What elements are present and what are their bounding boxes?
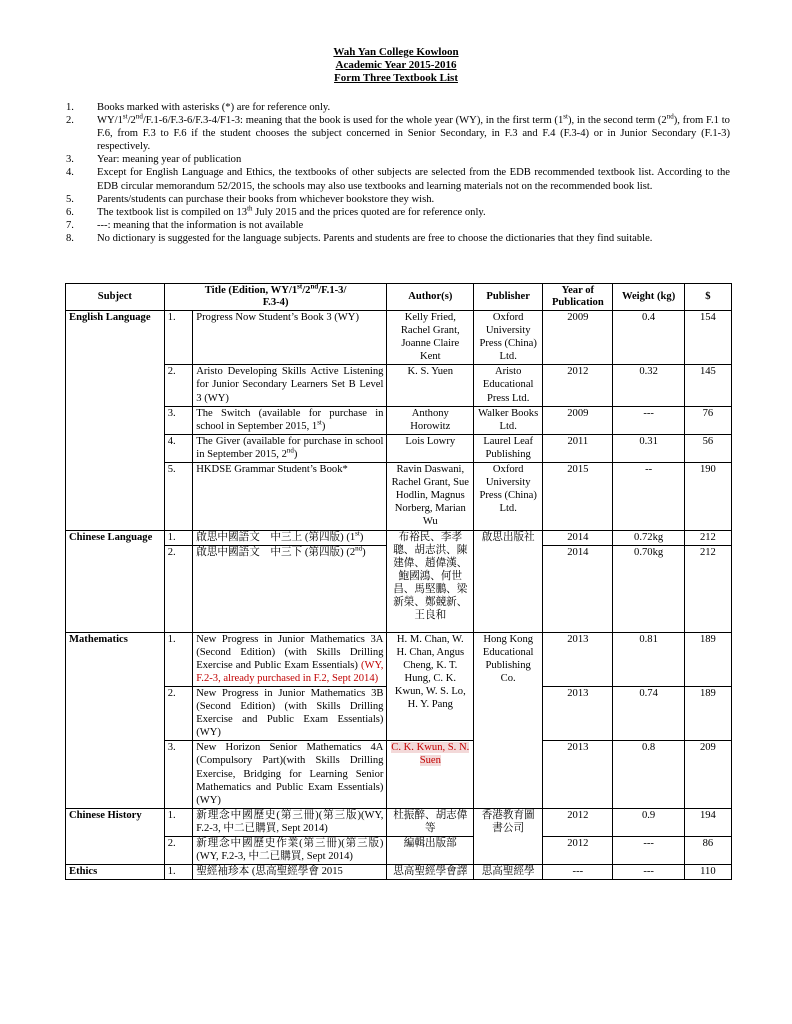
note-item: 8. No dictionary is suggested for the language subjects. Parents and students are free to choose the dictionaries that they find suitable.: [66, 232, 653, 244]
textbook-table: [65, 283, 732, 880]
weight-cell: --: [613, 463, 684, 530]
note-6-text: The textbook list is compiled on 13th July 2015 and the prices quoted are for reference only.: [97, 204, 486, 218]
note-item: 7. ---: meaning that the information is not available: [66, 219, 304, 231]
table-row: 2. 新理念中國歷史作業(第三冊)(第三版) (WY, F.2-3, 中二已購買, Sept 2014) 編輯出版部 2012 --- 86: [66, 837, 732, 865]
title-cell: 啟思中國語文 中三上 (第四版) (1st): [193, 530, 387, 545]
publisher-cell: Oxford University Press (China) Ltd.: [474, 463, 543, 530]
table-row: 2. Aristo Developing Skills Active Listening for Junior Secondary Learners Set B Level 3 (WY) K. S. Yuen Aristo Educational Press Ltd. 2012 0.32 145: [66, 365, 732, 406]
weight-cell: 0.9: [613, 808, 684, 836]
title-cell: The Switch (available for purchase in school in September 2015, 1st): [193, 406, 387, 434]
table-row: 3. New Horizon Senior Mathematics 4A (Compulsory Part)(with Skills Drilling Exercise, Bridging for Learning Senior Mathematics and Public Exam Essentials) (WY) C. K. Kwun, S. N. Suen 2013 0.8 209: [66, 741, 732, 808]
price-cell: 209: [684, 741, 731, 808]
publisher-cell: Laurel Leaf Publishing: [474, 434, 543, 462]
purchase-note: (WY, F.2-3, already purchased in F.2, Sept 2014): [196, 659, 384, 684]
author-cell: 杜振醉、胡志偉等: [387, 808, 474, 836]
title-cell: 新理念中國歷史(第三冊)(第三版)(WY, F.2-3, 中二已購買, Sept 2014): [193, 808, 387, 836]
author-cell: K. S. Yuen: [387, 365, 474, 406]
table-row: Chinese Language 1. 啟思中國語文 中三上 (第四版) (1st) 布裕民、李孝聰、胡志洪、陳建偉、趙偉漢、鮑國鴻、何世昌、馬堅鵬、梁新榮、鄭競新、王良和 啟思出版社 2014 0.72kg 212: [66, 530, 732, 545]
weight-cell: 0.72kg: [613, 530, 684, 545]
document-header: [0, 46, 792, 85]
price-cell: 76: [684, 406, 731, 434]
table-header-row: [66, 284, 732, 311]
price-cell: 212: [684, 530, 731, 545]
subject-cell: Chinese Language: [66, 530, 165, 632]
price-cell: 212: [684, 545, 731, 632]
weight-cell: 0.8: [613, 741, 684, 808]
note-2-text: WY/1st/2nd/F.1-6/F.3-6/F.3-4/F1-3: meaning that the book is used for the whole year (WY), in the first term (1st), in the second term (2nd), from F.1 to F.6, from F.3 to F.6 if the student chooses the subject concerned in Senior Secondary, in F.3 and F.4 (F.3-4) or in Junior Secondary (F.1-3) respectively.: [97, 112, 730, 153]
publisher-cell: Hong Kong Educational Publishing Co.: [474, 632, 543, 808]
note-item: 3. Year: meaning year of publication: [66, 154, 242, 166]
title-cell: 聖經袖珍本 (思高聖經學會 2015: [193, 865, 387, 880]
subject-cell: English Language: [66, 311, 165, 531]
title-cell: 新理念中國歷史作業(第三冊)(第三版) (WY, F.2-3, 中二已購買, Sept 2014): [193, 837, 387, 865]
col-year: Year of Publication: [543, 284, 613, 311]
table-row: Chinese History 1. 新理念中國歷史(第三冊)(第三版)(WY, F.2-3, 中二已購買, Sept 2014) 杜振醉、胡志偉等 香港教育圖書公司 2012 0.9 194: [66, 808, 732, 836]
col-weight: Weight (kg): [613, 284, 684, 311]
year-cell: 2012: [543, 808, 613, 836]
price-cell: 145: [684, 365, 731, 406]
weight-cell: 0.81: [613, 632, 684, 686]
publisher-cell: Walker Books Ltd.: [474, 406, 543, 434]
author-cell: 編輯出版部: [387, 837, 474, 865]
academic-year: Academic Year 2015-2016: [335, 59, 457, 71]
col-subject: Subject: [66, 284, 165, 311]
price-cell: 194: [684, 808, 731, 836]
weight-cell: 0.70kg: [613, 545, 684, 632]
price-cell: 56: [684, 434, 731, 462]
price-cell: 190: [684, 463, 731, 530]
notes-list: [66, 101, 730, 245]
highlighted-author: C. K. Kwun, S. N. Suen: [391, 742, 470, 767]
author-cell: Ravin Daswani, Rachel Grant, Sue Hodlin, Magnus Norberg, Marian Wu: [387, 463, 474, 530]
weight-cell: 0.74: [613, 686, 684, 740]
subject-cell: Chinese History: [66, 808, 165, 864]
note-item: 1. Books marked with asterisks (*) are for reference only.: [66, 102, 331, 113]
author-cell: Kelly Fried, Rachel Grant, Joanne Claire Kent: [387, 311, 474, 365]
weight-cell: ---: [613, 865, 684, 880]
col-title: Title (Edition, WY/1st/2nd/F.1-3/ F.3-4): [164, 284, 387, 311]
subject-cell: Mathematics: [66, 632, 165, 808]
year-cell: 2014: [543, 545, 613, 632]
price-cell: 110: [684, 865, 731, 880]
title-cell: Aristo Developing Skills Active Listening for Junior Secondary Learners Set B Level 3 (WY): [193, 365, 387, 406]
note-item: 5. Parents/students can purchase their books from whichever bookstore they wish.: [66, 193, 435, 205]
year-cell: ---: [543, 865, 613, 880]
publisher-cell: 思高聖經學: [474, 865, 543, 880]
title-cell: The Giver (available for purchase in school in September 2015, 2nd): [193, 434, 387, 462]
note-item: 6. The textbook list is compiled on 13th July 2015 and the prices quoted are for reference only.: [66, 206, 730, 219]
author-cell: H. M. Chan, W. H. Chan, Angus Cheng, K. T. Hung, C. K. Kwun, W. S. Lo, H. Y. Pang: [387, 632, 474, 741]
year-cell: 2015: [543, 463, 613, 530]
year-cell: 2013: [543, 741, 613, 808]
price-cell: 189: [684, 686, 731, 740]
author-cell: Lois Lowry: [387, 434, 474, 462]
list-title: Form Three Textbook List: [334, 72, 458, 84]
table-row: 2. New Progress in Junior Mathematics 3B (Second Edition) (with Skills Drilling Exercise and Public Exam Essentials) (WY) 2013 0.74 189: [66, 686, 732, 740]
year-cell: 2014: [543, 530, 613, 545]
author-cell: Anthony Horowitz: [387, 406, 474, 434]
table-row: 2. 啟思中國語文 中三下 (第四版) (2nd) 2014 0.70kg 212: [66, 545, 732, 632]
year-cell: 2012: [543, 365, 613, 406]
publisher-cell: Aristo Educational Press Ltd.: [474, 365, 543, 406]
author-cell: [387, 741, 474, 808]
title-cell: New Progress in Junior Mathematics 3A (Second Edition) (with Skills Drilling Exercise and Public Exam Essentials) (WY, F.2-3, already purchased in F.2, Sept 2014): [193, 632, 387, 686]
title-cell: 啟思中國語文 中三下 (第四版) (2nd): [193, 545, 387, 632]
note-item: 4. Except for English Language and Ethics, the textbooks of other subjects are selected from the EDB recommended textbook list. According to the EDB circular memorandum 52/2015, the schools may also use textbooks and learning materials not on the recommended book list.: [66, 167, 730, 192]
price-cell: 86: [684, 837, 731, 865]
author-cell: 思高聖經學會譯: [387, 865, 474, 880]
year-cell: 2013: [543, 632, 613, 686]
price-cell: 154: [684, 311, 731, 365]
title-cell: New Progress in Junior Mathematics 3B (Second Edition) (with Skills Drilling Exercise and Public Exam Essentials) (WY): [193, 686, 387, 740]
col-publisher: Publisher: [474, 284, 543, 311]
title-cell: HKDSE Grammar Student’s Book*: [193, 463, 387, 530]
weight-cell: ---: [613, 406, 684, 434]
subject-cell: Ethics: [66, 865, 165, 880]
price-cell: 189: [684, 632, 731, 686]
author-cell: 布裕民、李孝聰、胡志洪、陳建偉、趙偉漢、鮑國鴻、何世昌、馬堅鵬、梁新榮、鄭競新、王良和: [387, 530, 474, 632]
year-cell: 2009: [543, 311, 613, 365]
table-row: English Language 1. Progress Now Student’s Book 3 (WY) Kelly Fried, Rachel Grant, Joanne Claire Kent Oxford University Press (China) Ltd. 2009 0.4 154: [66, 311, 732, 365]
weight-cell: ---: [613, 837, 684, 865]
weight-cell: 0.4: [613, 311, 684, 365]
title-cell: New Horizon Senior Mathematics 4A (Compulsory Part)(with Skills Drilling Exercise, Bridging for Learning Senior Mathematics and Public Exam Essentials) (WY): [193, 741, 387, 808]
note-item: 2. WY/1st/2nd/F.1-6/F.3-6/F.3-4/F1-3: meaning that the book is used for the whole year (WY), in the first term (1st), in the second term (2nd), from F.1 to F.6, from F.3 to F.6 if the student chooses the subject concerned in Senior Secondary, in F.3 and F.4 (F.3-4) or in Junior Secondary (F.1-3) respectively.: [66, 112, 730, 153]
table-row: 5. HKDSE Grammar Student’s Book* Ravin Daswani, Rachel Grant, Sue Hodlin, Magnus Norberg, Marian Wu Oxford University Press (China) Ltd. 2015 -- 190: [66, 463, 732, 530]
publisher-cell: 香港教育圖書公司: [474, 808, 543, 864]
weight-cell: 0.31: [613, 434, 684, 462]
table-row: 4. The Giver (available for purchase in school in September 2015, 2nd) Lois Lowry Laurel Leaf Publishing 2011 0.31 56: [66, 434, 732, 462]
table-row: Ethics 1. 聖經袖珍本 (思高聖經學會 2015 思高聖經學會譯 思高聖經學 --- --- 110: [66, 865, 732, 880]
title-cell: Progress Now Student’s Book 3 (WY): [193, 311, 387, 365]
year-cell: 2011: [543, 434, 613, 462]
year-cell: 2012: [543, 837, 613, 865]
col-price: $: [684, 284, 731, 311]
year-cell: 2013: [543, 686, 613, 740]
table-row: Mathematics 1. New Progress in Junior Mathematics 3A (Second Edition) (with Skills Drilling Exercise and Public Exam Essentials) (WY, F.2-3, already purchased in F.2, Sept 2014) H. M. Chan, W. H. Chan, Angus Cheng, K. T. Hung, C. K. Kwun, W. S. Lo, H. Y. Pang Hong Kong Educational Publishing Co. 2013 0.81 189: [66, 632, 732, 686]
table-row: 3. The Switch (available for purchase in school in September 2015, 1st) Anthony Horowitz Walker Books Ltd. 2009 --- 76: [66, 406, 732, 434]
school-name: Wah Yan College Kowloon: [333, 46, 459, 58]
publisher-cell: Oxford University Press (China) Ltd.: [474, 311, 543, 365]
col-author: Author(s): [387, 284, 474, 311]
year-cell: 2009: [543, 406, 613, 434]
publisher-cell: 啟思出版社: [474, 530, 543, 632]
weight-cell: 0.32: [613, 365, 684, 406]
